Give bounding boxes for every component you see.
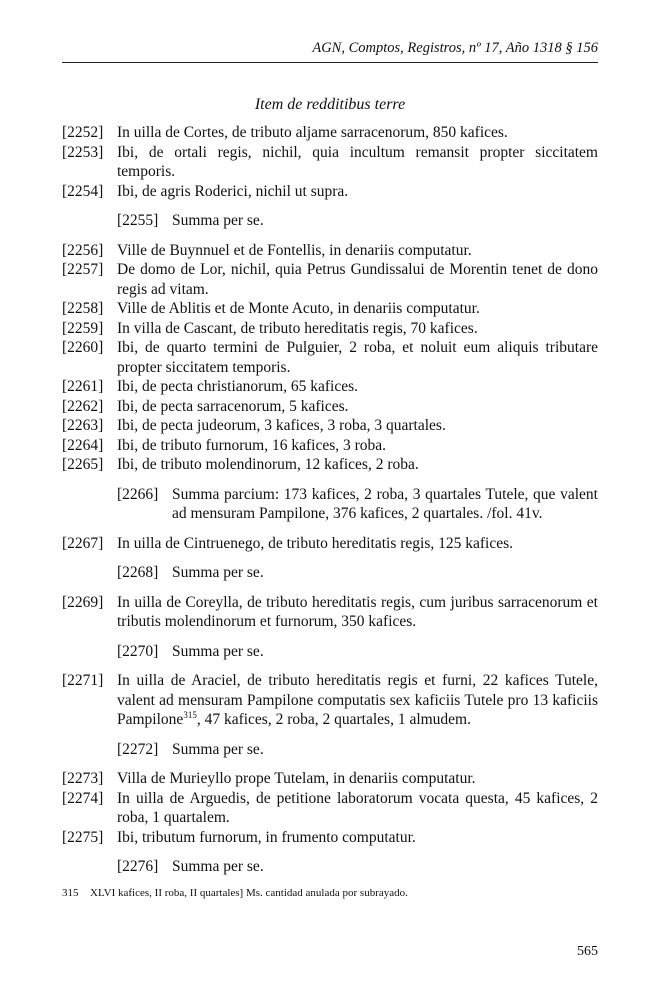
entry-text: Ibi, de quarto termini de Pulguier, 2 roba, et noluit eum aliquis tributare propter siccitatem temporis.	[117, 339, 598, 376]
entry-2256	[62, 241, 598, 261]
entry-number: [2260]	[62, 339, 104, 356]
entry-text: Summa per se.	[172, 642, 264, 660]
entry-number: [2263]	[62, 417, 104, 434]
entry-2275	[62, 828, 598, 848]
entry-2254	[62, 182, 598, 202]
entry-text: Ibi, de tributo molendinorum, 12 kafices, 2 roba.	[117, 456, 419, 473]
footnote-text: XLVI kafices, II roba, II quartales] Ms. cantidad anulada por subrayado.	[90, 887, 408, 899]
entry-number: [2259]	[62, 319, 104, 337]
summa-2272	[117, 740, 598, 760]
entry-2274	[62, 789, 598, 828]
entry-text: In uilla de Cortes, de tributo aljame sarracenorum, 850 kafices.	[117, 124, 508, 141]
header-rule	[62, 62, 598, 63]
entry-number: [2258]	[62, 300, 104, 317]
entry-text-part: In uilla de Araciel, de tributo hereditatis regis et furni, 22 kafices Tutele, valent ad mensuram Pampilone computatis sex kaficiis Tutele pro 13 kaficiis Pampilone	[117, 672, 598, 728]
entry-number: [2274]	[62, 789, 104, 807]
entry-2265	[62, 455, 598, 475]
summa-2268	[117, 563, 598, 583]
entry-2257	[62, 260, 598, 299]
entry-text: Ibi, de pecta christianorum, 65 kafices.	[117, 378, 359, 395]
entry-2269	[62, 593, 598, 632]
entry-text: In uilla de Arguedis, de petitione laboratorum vocata questa, 45 kafices, 2 roba, 1 quartalem.	[117, 789, 598, 826]
entry-number: [2269]	[62, 593, 104, 611]
entry-number: [2275]	[62, 828, 104, 846]
entry-text: Summa parcium: 173 kafices, 2 roba, 3 quartales Tutele, que valent ad mensuram Pampilone, 376 kafices, 2 quartales. /fol. 41v.	[172, 485, 598, 522]
entry-number: [2270]	[117, 642, 159, 660]
entry-2258	[62, 299, 598, 319]
entry-text: Ibi, de pecta judeorum, 3 kafices, 3 roba, 3 quartales.	[117, 417, 446, 434]
entry-text: Ville de Buynnuel et de Fontellis, in denariis computatur.	[117, 241, 472, 259]
summa-2276	[117, 857, 598, 877]
entry-number: [2261]	[62, 378, 104, 395]
entry-number: [2255]	[117, 212, 159, 229]
summa-2255	[117, 211, 598, 231]
entry-text: Villa de Murieyllo prope Tutelam, in denariis computatur.	[117, 770, 476, 787]
entry-2262	[62, 397, 598, 417]
entry-2264	[62, 436, 598, 456]
entry-number: [2262]	[62, 397, 104, 415]
entry-number: [2265]	[62, 456, 104, 473]
entry-2271	[62, 671, 598, 730]
entry-text: In uilla de Coreylla, de tributo hereditatis regis, cum juribus sarracenorum et tributis molendinorum et furnorum, 350 kafices.	[117, 593, 598, 630]
entry-text: Ibi, de pecta sarracenorum, 5 kafices.	[117, 397, 349, 415]
entry-text: Summa per se.	[172, 740, 264, 758]
entry-number: [2256]	[62, 241, 104, 259]
entry-text: Summa per se.	[172, 858, 264, 875]
entry-text: Summa per se.	[172, 212, 264, 229]
entries-list	[62, 123, 598, 877]
entry-number: [2271]	[62, 672, 104, 689]
entry-number: [2253]	[62, 143, 104, 161]
entry-number: [2252]	[62, 124, 104, 141]
entry-number: [2257]	[62, 261, 104, 278]
footnote-reference[interactable]: 315	[183, 710, 197, 720]
footnote-number: 315	[62, 887, 79, 899]
entry-text: Summa per se.	[172, 564, 264, 581]
entry-text: Ibi, de tributo furnorum, 16 kafices, 3 roba.	[117, 436, 387, 454]
summa-2266	[117, 485, 598, 524]
entry-2261	[62, 377, 598, 397]
entry-number: [2267]	[62, 534, 104, 552]
entry-text: Ibi, tributum furnorum, in frumento computatur.	[117, 828, 416, 846]
entry-2263	[62, 416, 598, 436]
running-head: AGN, Comptos, Registros, nº 17, Año 1318 § 156	[312, 40, 598, 56]
entry-number: [2272]	[117, 740, 159, 758]
entry-text: Ibi, de ortali regis, nichil, quia incultum remansit propter siccitatem temporis.	[117, 143, 598, 180]
entry-text: In uilla de Cintruenego, de tributo hereditatis regis, 125 kafices.	[117, 534, 513, 552]
entry-2267	[62, 534, 598, 554]
entry-number: [2254]	[62, 182, 104, 200]
section-title: Item de redditibus terre	[254, 96, 406, 113]
entry-number: [2268]	[117, 564, 159, 581]
entry-number: [2266]	[117, 485, 159, 503]
entry-text	[117, 672, 598, 728]
entry-number: [2276]	[117, 858, 159, 875]
entry-text-part: , 47 kafices, 2 roba, 2 quartales, 1 almudem.	[196, 711, 471, 728]
footnote	[62, 886, 598, 900]
entry-text: Ville de Ablitis et de Monte Acuto, in denariis computatur.	[117, 300, 480, 317]
entry-2260	[62, 338, 598, 377]
entry-2252	[62, 123, 598, 143]
entry-text: Ibi, de agris Roderici, nichil ut supra.	[117, 182, 349, 200]
page-number: 565	[577, 944, 598, 959]
entry-text: De domo de Lor, nichil, quia Petrus Gundissalui de Morentin tenet de dono regis ad vitam.	[117, 261, 598, 298]
summa-2270	[117, 642, 598, 662]
entry-2253	[62, 143, 598, 182]
entry-number: [2273]	[62, 770, 104, 787]
entry-2273	[62, 769, 598, 789]
entry-2259	[62, 319, 598, 339]
entry-text: In villa de Cascant, de tributo hereditatis regis, 70 kafices.	[117, 319, 478, 337]
entry-number: [2264]	[62, 436, 104, 454]
